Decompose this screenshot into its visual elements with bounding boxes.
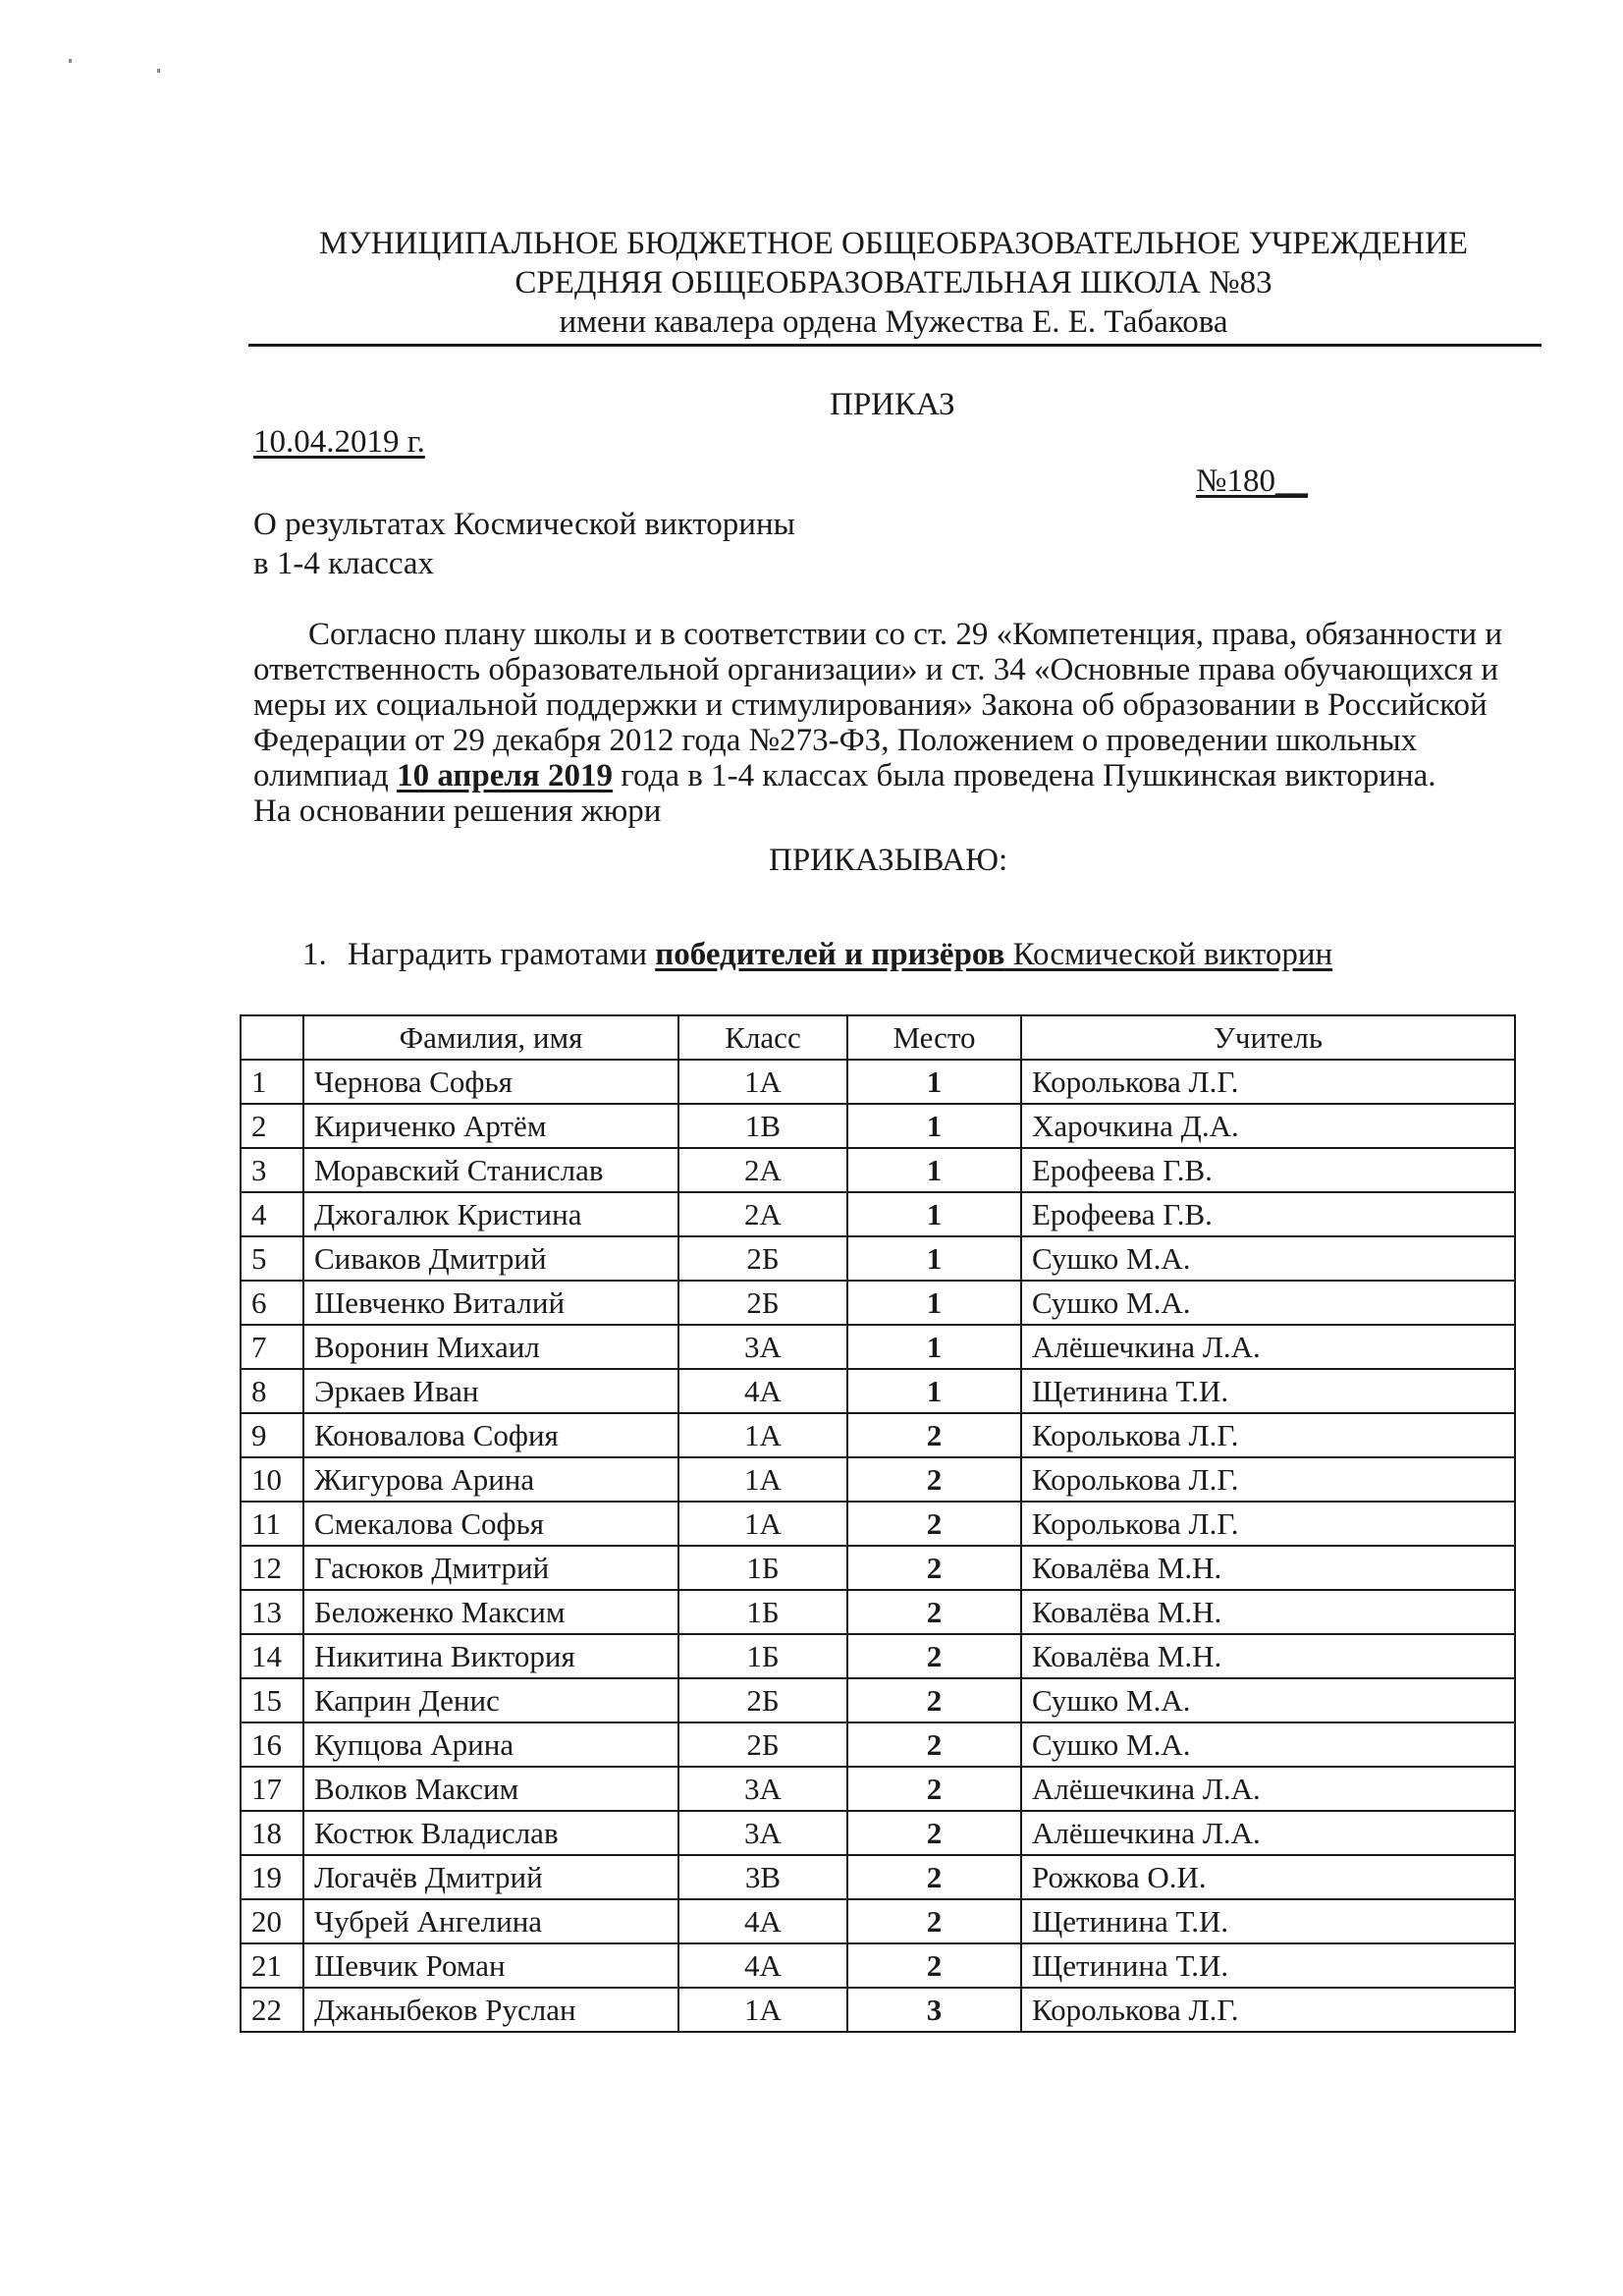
cell-name: Волков Максим (303, 1767, 678, 1811)
body-date-emphasis: 10 апреля 2019 (397, 758, 614, 793)
cell-number: 15 (241, 1678, 303, 1722)
cell-number: 18 (241, 1811, 303, 1855)
cell-teacher: Королькова Л.Г. (1021, 1413, 1515, 1457)
table-row (241, 1236, 1515, 1281)
cell-place: 2 (847, 1678, 1021, 1722)
cell-name: Жигурова Арина (303, 1457, 678, 1502)
body-text-end: года в 1-4 классах была проведена Пушкинская викторина. (613, 758, 1436, 793)
table-row (241, 1457, 1515, 1502)
cell-class: 3А (678, 1811, 847, 1855)
cell-number: 2 (241, 1104, 303, 1148)
cell-place: 1 (847, 1060, 1021, 1104)
cell-teacher: Алёшечкина Л.А. (1021, 1811, 1515, 1855)
cell-place: 2 (847, 1943, 1021, 1988)
header-cell-name: Фамилия, имя (303, 1015, 678, 1060)
order-subject (253, 505, 795, 583)
cell-teacher: Рожкова О.И. (1021, 1855, 1515, 1899)
table-row (241, 1060, 1515, 1104)
cell-name: Джаныбеков Руслан (303, 1988, 678, 2032)
cell-class: 2Б (678, 1236, 847, 1281)
subject-line-2: в 1-4 классах (253, 546, 435, 581)
cell-place: 2 (847, 1634, 1021, 1678)
cell-place: 2 (847, 1767, 1021, 1811)
order-number (1196, 464, 1308, 500)
cell-place: 1 (847, 1369, 1021, 1413)
cell-class: 2А (678, 1192, 847, 1236)
table-body (241, 1060, 1515, 2032)
cell-place: 2 (847, 1457, 1021, 1502)
cell-class: 1Б (678, 1590, 847, 1634)
table-row (241, 1325, 1515, 1369)
cell-class: 3А (678, 1767, 847, 1811)
header-divider (248, 344, 1542, 347)
table-row (241, 1634, 1515, 1678)
header-cell-place: Место (847, 1015, 1021, 1060)
cell-number: 19 (241, 1855, 303, 1899)
cell-name: Шевченко Виталий (303, 1281, 678, 1325)
cell-name: Моравский Станислав (303, 1148, 678, 1192)
table-row (241, 1590, 1515, 1634)
cell-number: 17 (241, 1767, 303, 1811)
cell-teacher: Сушко М.А. (1021, 1722, 1515, 1767)
cell-class: 4А (678, 1943, 847, 1988)
cell-name: Кириченко Артём (303, 1104, 678, 1148)
cell-class: 2А (678, 1148, 847, 1192)
order-title: ПРИКАЗ (830, 387, 955, 422)
cell-number: 7 (241, 1325, 303, 1369)
cell-name: Джогалюк Кристина (303, 1192, 678, 1236)
cell-teacher: Ковалёва М.Н. (1021, 1590, 1515, 1634)
table-row (241, 1722, 1515, 1767)
table-row (241, 1678, 1515, 1722)
cell-name: Гасюков Дмитрий (303, 1546, 678, 1590)
cell-teacher: Алёшечкина Л.А. (1021, 1325, 1515, 1369)
table-row (241, 1281, 1515, 1325)
table-row (241, 1369, 1515, 1413)
cell-number: 8 (241, 1369, 303, 1413)
order-date (253, 424, 425, 461)
cell-number: 5 (241, 1236, 303, 1281)
cell-teacher: Сушко М.А. (1021, 1236, 1515, 1281)
cell-place: 1 (847, 1281, 1021, 1325)
cell-teacher: Ерофеева Г.В. (1021, 1148, 1515, 1192)
table-row (241, 1192, 1515, 1236)
table-row (241, 1988, 1515, 2032)
table-row (241, 1148, 1515, 1192)
table-row (241, 1413, 1515, 1457)
cell-place: 1 (847, 1236, 1021, 1281)
table-row (241, 1104, 1515, 1148)
cell-name: Воронин Михаил (303, 1325, 678, 1369)
order-number-text: №180__ (1196, 464, 1308, 499)
cell-teacher: Щетинина Т.И. (1021, 1899, 1515, 1943)
cell-place: 1 (847, 1104, 1021, 1148)
cell-name: Никитина Виктория (303, 1634, 678, 1678)
table-row (241, 1546, 1515, 1590)
cell-name: Эркаев Иван (303, 1369, 678, 1413)
cell-number: 16 (241, 1722, 303, 1767)
header-cell-number (241, 1015, 303, 1060)
cell-class: 2Б (678, 1722, 847, 1767)
cell-teacher: Щетинина Т.И. (1021, 1943, 1515, 1988)
cell-place: 2 (847, 1413, 1021, 1457)
cell-number: 3 (241, 1148, 303, 1192)
subject-line-1: О результатах Космической викторины (253, 507, 795, 542)
cell-number: 10 (241, 1457, 303, 1502)
cell-name: Чубрей Ангелина (303, 1899, 678, 1943)
cell-teacher: Харочкина Д.А. (1021, 1104, 1515, 1148)
cell-class: 4А (678, 1369, 847, 1413)
cell-class: 1В (678, 1104, 847, 1148)
scan-speck (69, 59, 72, 63)
item-number: 1. (302, 937, 327, 972)
table-header-row (241, 1015, 1515, 1060)
cell-number: 6 (241, 1281, 303, 1325)
item-text-end: Космической викторин (1004, 937, 1333, 972)
cell-class: 1А (678, 1060, 847, 1104)
cell-number: 21 (241, 1943, 303, 1988)
cell-place: 1 (847, 1192, 1021, 1236)
cell-place: 2 (847, 1590, 1021, 1634)
body-text-start: Согласно плану школы и в соответствии со ст. 29 «Компетенция, права, обязанности и ответственность образовательной организации» и ст. 34 «Основные права обучающихся и меры их социальной поддержки и стимулирования» Закона об образовании в Российской Федерации от 29 декабря 2012 года №273-ФЗ, Положением о проведении школьных олимпиад (253, 617, 1503, 793)
cell-name: Костюк Владислав (303, 1811, 678, 1855)
cell-number: 22 (241, 1988, 303, 2032)
cell-class: 1Б (678, 1634, 847, 1678)
cell-name: Каприн Денис (303, 1678, 678, 1722)
cell-name: Беложенко Максим (303, 1590, 678, 1634)
cell-teacher: Алёшечкина Л.А. (1021, 1767, 1515, 1811)
table-row (241, 1502, 1515, 1546)
cell-number: 1 (241, 1060, 303, 1104)
cell-class: 4А (678, 1899, 847, 1943)
scan-speck (157, 69, 160, 73)
table-row (241, 1899, 1515, 1943)
cell-name: Логачёв Дмитрий (303, 1855, 678, 1899)
header-line-1: МУНИЦИПАЛЬНОЕ БЮДЖЕТНОЕ ОБЩЕОБРАЗОВАТЕЛЬНОЕ УЧРЕЖДЕНИЕ (319, 226, 1468, 261)
cell-teacher: Королькова Л.Г. (1021, 1988, 1515, 2032)
cell-name: Сиваков Дмитрий (303, 1236, 678, 1281)
cell-number: 13 (241, 1590, 303, 1634)
cell-teacher: Ерофеева Г.В. (1021, 1192, 1515, 1236)
decree-item-1 (302, 937, 1332, 973)
cell-place: 2 (847, 1811, 1021, 1855)
cell-place: 2 (847, 1546, 1021, 1590)
cell-class: 1Б (678, 1546, 847, 1590)
order-date-text: 10.04.2019 г. (253, 424, 425, 460)
cell-place: 1 (847, 1148, 1021, 1192)
cell-teacher: Сушко М.А. (1021, 1678, 1515, 1722)
cell-number: 14 (241, 1634, 303, 1678)
item-text-start: Наградить грамотами (348, 937, 656, 972)
cell-teacher: Сушко М.А. (1021, 1281, 1515, 1325)
school-header (245, 224, 1542, 342)
cell-teacher: Ковалёва М.Н. (1021, 1634, 1515, 1678)
table-row (241, 1767, 1515, 1811)
cell-teacher: Королькова Л.Г. (1021, 1060, 1515, 1104)
header-line-3: имени кавалера ордена Мужества Е. Е. Табакова (559, 304, 1228, 340)
cell-number: 9 (241, 1413, 303, 1457)
cell-number: 12 (241, 1546, 303, 1590)
cell-name: Чернова Софья (303, 1060, 678, 1104)
cell-class: 1А (678, 1413, 847, 1457)
cell-class: 3В (678, 1855, 847, 1899)
cell-name: Смекалова Софья (303, 1502, 678, 1546)
table-row (241, 1855, 1515, 1899)
cell-name: Купцова Арина (303, 1722, 678, 1767)
cell-number: 11 (241, 1502, 303, 1546)
header-cell-teacher: Учитель (1021, 1015, 1515, 1060)
cell-number: 20 (241, 1899, 303, 1943)
cell-place: 1 (847, 1325, 1021, 1369)
order-body (253, 617, 1549, 829)
cell-name: Шевчик Роман (303, 1943, 678, 1988)
cell-class: 3А (678, 1325, 847, 1369)
header-line-2: СРЕДНЯЯ ОБЩЕОБРАЗОВАТЕЛЬНАЯ ШКОЛА №83 (514, 265, 1272, 301)
cell-class: 2Б (678, 1678, 847, 1722)
cell-place: 2 (847, 1899, 1021, 1943)
table-row (241, 1811, 1515, 1855)
cell-teacher: Королькова Л.Г. (1021, 1502, 1515, 1546)
cell-class: 1А (678, 1457, 847, 1502)
cell-class: 1А (678, 1502, 847, 1546)
awards-table (240, 1014, 1516, 2033)
table-row (241, 1943, 1515, 1988)
cell-teacher: Щетинина Т.И. (1021, 1369, 1515, 1413)
cell-class: 1А (678, 1988, 847, 2032)
body-paragraph (253, 617, 1549, 793)
cell-teacher: Королькова Л.Г. (1021, 1457, 1515, 1502)
decree-heading: ПРИКАЗЫВАЮ: (769, 843, 1008, 878)
cell-place: 2 (847, 1502, 1021, 1546)
cell-place: 3 (847, 1988, 1021, 2032)
cell-place: 2 (847, 1722, 1021, 1767)
header-cell-class: Класс (678, 1015, 847, 1060)
cell-name: Коновалова София (303, 1413, 678, 1457)
cell-class: 2Б (678, 1281, 847, 1325)
body-paragraph-2: На основании решения жюри (253, 793, 662, 829)
item-text-bold: победителей и призёров (655, 937, 1005, 972)
cell-teacher: Ковалёва М.Н. (1021, 1546, 1515, 1590)
cell-number: 4 (241, 1192, 303, 1236)
cell-place: 2 (847, 1855, 1021, 1899)
